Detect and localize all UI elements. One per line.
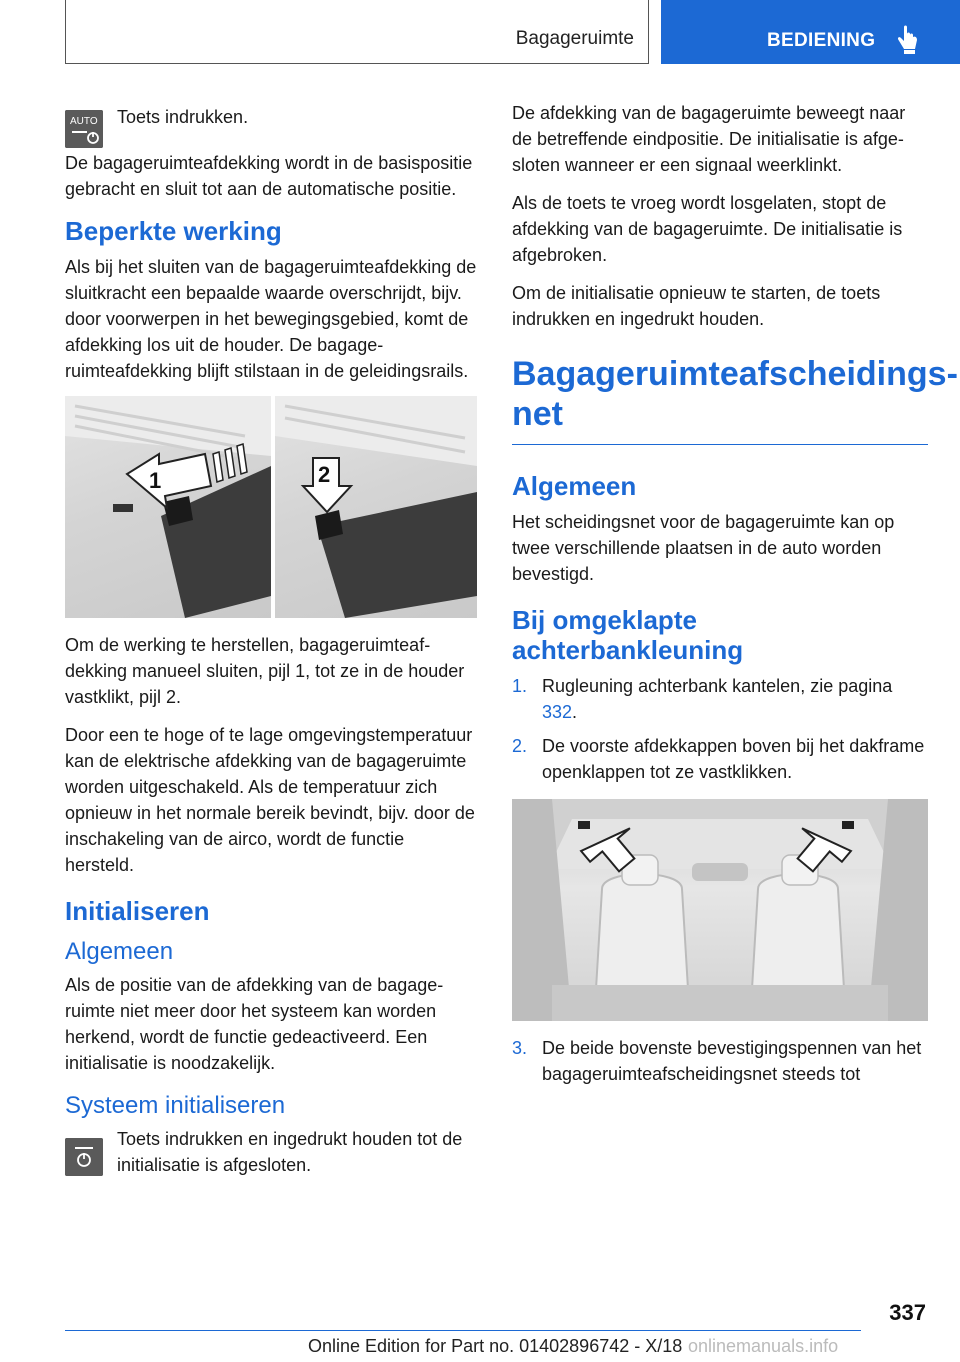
heading-algemeen-right: Algemeen (512, 471, 637, 501)
svg-text:AUTO: AUTO (70, 116, 98, 127)
press-text: Toets indrukken. (117, 107, 249, 127)
left-column (65, 100, 477, 1190)
photo-arrow-2 (275, 396, 477, 618)
step-1-tail: . (572, 702, 578, 722)
cover-holder-photos (65, 396, 477, 618)
heading-systeem-initialiseren: Systeem initialiseren (65, 1092, 286, 1119)
page-number: 337 (889, 1300, 926, 1325)
cargo-interior-drawing (512, 799, 928, 1021)
heading-beperkte-werking: Beperkte werking (65, 216, 282, 246)
header-chapter-box (661, 0, 960, 64)
header-chapter-title: BEDIENING (767, 30, 876, 51)
callout-1: 1 (149, 468, 162, 493)
herstellen-text: Om de werking te herstellen, bagageruimteafdekking manueel sluiten, pijl 1, tot ze in de houder vastklikt, pijl 2. (65, 635, 465, 707)
header-section-title: Bagageruimte (515, 28, 634, 49)
photo-arrow-2-drawing (275, 396, 477, 618)
step-2-text: De voorste afdekkappen boven bij het dakframe openklappen tot ze vastklikken. (542, 736, 925, 782)
step-2 (512, 733, 928, 785)
photo-arrow-1-drawing (65, 396, 271, 618)
footer-watermark: onlinemanuals.info (688, 1336, 839, 1356)
algemeen-left-text: Als de positie van de afdekking van de bagageruimte niet meer door het systeem kan worden herkend, wordt de functie gedeactiveerd. Een initialisatie is noodzakelijk. (65, 975, 444, 1073)
opnieuw-text: Om de initialisatie opnieuw te starten, de toets indrukken en ingedrukt houden. (512, 283, 881, 329)
basis-text: De bagageruimteafdekking wordt in de basispositie gebracht en sluit tot aan de automatische positie. (65, 153, 473, 199)
step-1-number: 1. (512, 676, 528, 696)
press-button-row (65, 100, 477, 150)
systeem-text: Toets indrukken en ingedrukt houden tot de initialisatie is afgesloten. (117, 1129, 463, 1175)
page-link-332[interactable]: 332 (542, 702, 573, 722)
step-3-text: De beide bovenste bevestigingspennen van het bagageruimteafscheidingsnet steeds tot (542, 1038, 922, 1084)
steps-list (512, 673, 928, 785)
heading-scheidingsnet: Bagageruimteafscheidingsnet (512, 354, 928, 445)
step-1 (512, 673, 928, 725)
step-3-number: 3. (512, 1038, 528, 1058)
init-button-icon (65, 1138, 103, 1176)
hand-pointer-icon (895, 24, 921, 56)
init-button-row (65, 1126, 477, 1178)
vroeg-text: Als de toets te vroeg wordt losgelaten, stopt de afdekking van de bagageruimte. De initialisatie is afgebroken. (512, 193, 903, 265)
temperature-text: Door een te hoge of te lage omgevingstemperatuur kan de elektrische afdekking van de bagageruimte worden uitgeschakeld. Als de temperatuur zich opnieuw in het normale bereik bevindt, bijv. door de inschakeling van de airco, wordt de functie hersteld. (65, 725, 475, 875)
cargo-interior-photo (512, 799, 928, 1021)
step-2-number: 2. (512, 736, 528, 756)
header-section-box (65, 0, 649, 64)
beweegt-text: De afdekking van de bagageruimte beweegt naar de betreffende eindpositie. De initialisatie is afgesloten wanneer er een signaal weerklinkt. (512, 103, 906, 175)
heading-omgeklapte-achterbankleuning: Bij omgeklapte achterbankleuning (512, 605, 744, 665)
algemeen-right-text: Het scheidingsnet voor de bagageruimte kan op twee verschillende plaatsen in de auto worden bevestigd. (512, 512, 895, 584)
auto-close-button-icon (65, 110, 103, 148)
callout-2: 2 (318, 462, 331, 487)
heading-initialiseren: Initialiseren (65, 896, 210, 926)
heading-algemeen-left: Algemeen (65, 938, 174, 965)
step-3 (512, 1035, 928, 1087)
right-column (512, 100, 958, 1095)
footer-divider (65, 1330, 861, 1331)
footer-edition: Online Edition for Part no. 01402896742 - X/18 (308, 1336, 683, 1356)
step-1-text: Rugleuning achterbank kantelen, zie pagina (542, 676, 893, 696)
steps-list-continued (512, 1035, 928, 1087)
beperkte-text: Als bij het sluiten van de bagageruimteafdekking de sluitkracht een bepaalde waarde overschrijdt, bijv. door voorwerpen in het bewegingsgebied, komt de afdekking los uit de houder. De bagageruimteafdekking blijft stilstaan in de geleidingsrails. (65, 257, 477, 381)
photo-arrow-1 (65, 396, 271, 618)
